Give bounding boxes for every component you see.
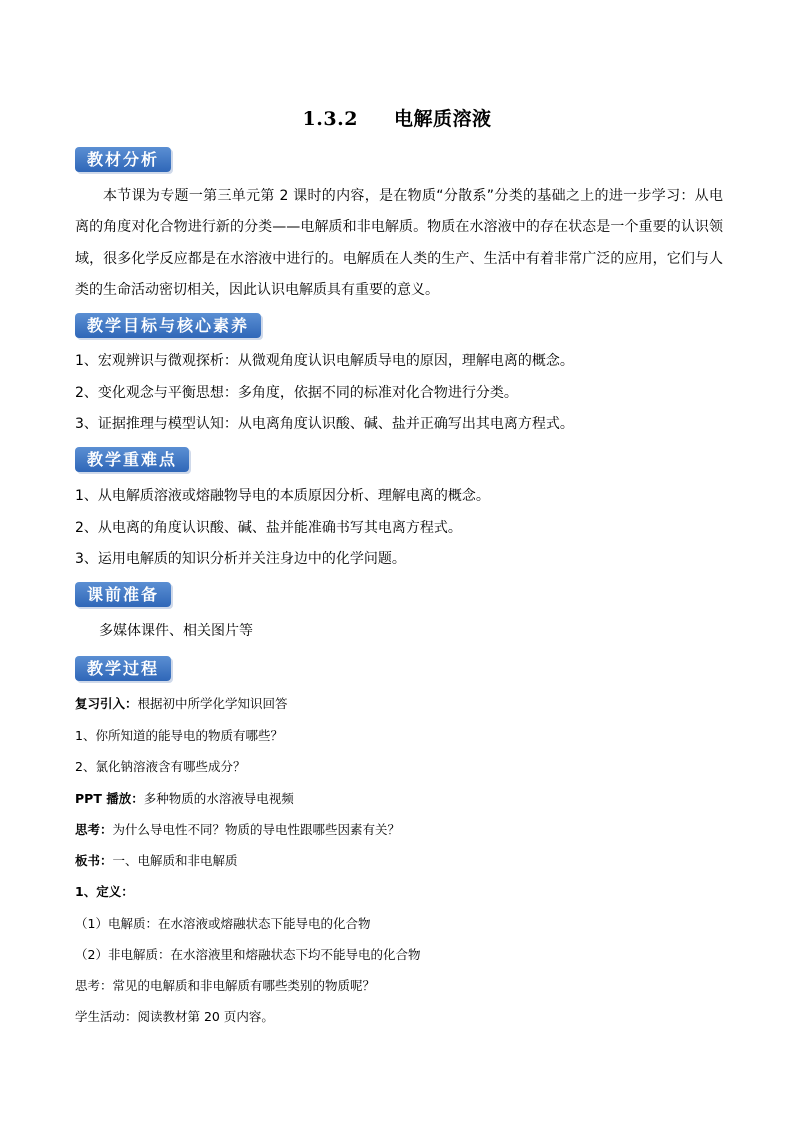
- review-label: 复习引入：: [75, 696, 138, 711]
- analysis-paragraph: 本节课为专题一第三单元第 2 课时的内容，是在物质“分散系”分类的基础之上的进一步学习：从电离的角度对化合物进行新的分类——电解质和非电解质。物质在水溶液中的存在状态是一个重要的认识领域，很多化学反应都是在水溶液中进行的。电解质在人类的生产、生活中有着非常广泛的应用，它们与人类的生命活动密切相关，因此认识电解质具有重要的意义。: [75, 188, 723, 298]
- review-text: 根据初中所学化学知识回答: [137, 696, 288, 711]
- ppt-text: 多种物质的水溶液导电视频: [143, 791, 294, 806]
- board-label: 板书：: [75, 853, 113, 868]
- section-heading-process: 教学过程: [75, 656, 171, 681]
- question-item: 1、你所知道的能导电的物质有哪些？: [75, 728, 283, 743]
- think-line: [75, 820, 735, 840]
- ppt-play: [75, 789, 735, 809]
- goal-item: 2、变化观念与平衡思想：多角度，依据不同的标准对化合物进行分类。: [75, 385, 518, 401]
- preparation-text: 多媒体课件、相关图片等: [99, 623, 253, 639]
- think-text: 为什么导电性不同？物质的导电性跟哪些因素有关？: [112, 822, 401, 837]
- section-heading-analysis: 教材分析: [75, 147, 171, 172]
- difficulty-item: 3、运用电解质的知识分析并关注身边中的化学问题。: [75, 551, 406, 567]
- difficulty-item: 1、从电解质溶液或熔融物导电的本质原因分析、理解电离的概念。: [75, 488, 490, 504]
- title-number: 1.3.2: [302, 108, 358, 130]
- think-question: 思考：常见的电解质和非电解质有哪些类别的物质呢？: [75, 978, 376, 993]
- goal-item: 3、证据推理与模型认知：从电离角度认识酸、碱、盐并正确写出其电离方程式。: [75, 416, 574, 432]
- question-item: 2、氯化钠溶液含有哪些成分？: [75, 759, 246, 774]
- review-intro: [75, 694, 735, 714]
- section-heading-preparation: 课前准备: [75, 582, 171, 607]
- goal-item: 1、宏观辨识与微观探析：从微观角度认识电解质导电的原因，理解电离的概念。: [75, 353, 574, 369]
- board-text: 一、电解质和非电解质: [112, 853, 238, 868]
- title-text: 电解质溶液: [393, 108, 492, 130]
- board-line: [75, 851, 735, 871]
- think-label: 思考：: [75, 822, 113, 837]
- page-title: [0, 104, 794, 131]
- definition-item: （1）电解质：在水溶液或熔融状态下能导电的化合物: [75, 916, 371, 931]
- definition-heading: [75, 882, 735, 902]
- definition-label: 1、定义：: [75, 884, 134, 899]
- definition-item: （2）非电解质：在水溶液里和熔融状态下均不能导电的化合物: [75, 947, 421, 962]
- ppt-label: PPT 播放：: [75, 791, 144, 806]
- student-activity: 学生活动：阅读教材第 20 页内容。: [75, 1009, 274, 1024]
- section-heading-difficulties: 教学重难点: [75, 447, 189, 472]
- section-heading-goals: 教学目标与核心素养: [75, 313, 261, 338]
- difficulty-item: 2、从电离的角度认识酸、碱、盐并能准确书写其电离方程式。: [75, 520, 462, 536]
